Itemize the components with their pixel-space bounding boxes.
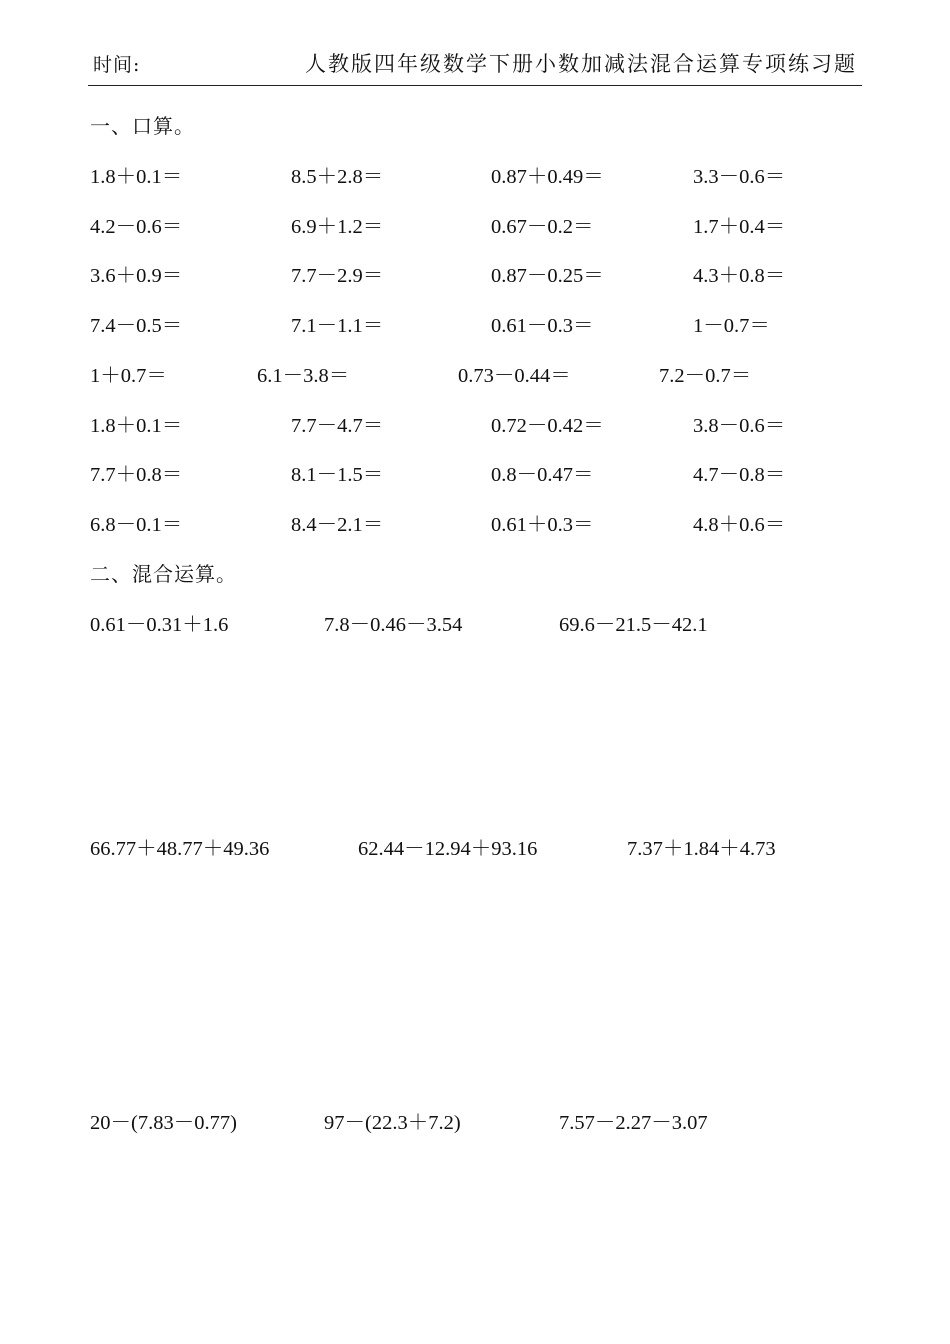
mixed-problem: 66.77＋48.77＋49.36 — [90, 838, 270, 860]
oral-problem: 1.8＋0.1＝ — [90, 166, 183, 188]
mixed-problem: 0.61－0.31＋1.6 — [90, 614, 229, 636]
oral-problem: 8.1－1.5＝ — [291, 464, 384, 486]
oral-problem: 6.8－0.1＝ — [90, 514, 183, 536]
oral-problem: 3.8－0.6＝ — [693, 415, 786, 437]
oral-problem: 4.2－0.6＝ — [90, 216, 183, 238]
mixed-problem: 97－(22.3＋7.2) — [324, 1112, 461, 1134]
oral-problem: 7.4－0.5＝ — [90, 315, 183, 337]
oral-problem: 4.7－0.8＝ — [693, 464, 786, 486]
oral-problem: 0.72－0.42＝ — [491, 415, 604, 437]
oral-problem: 7.1－1.1＝ — [291, 315, 384, 337]
oral-problem: 0.61＋0.3＝ — [491, 514, 594, 536]
oral-problem: 0.73－0.44＝ — [458, 365, 571, 387]
section2-heading: 二、混合运算。 — [90, 562, 237, 586]
oral-problem: 1－0.7＝ — [693, 315, 770, 337]
oral-problem: 7.7－4.7＝ — [291, 415, 384, 437]
oral-problem: 1＋0.7＝ — [90, 365, 167, 387]
oral-problem: 7.7－2.9＝ — [291, 265, 384, 287]
page-title: 人教版四年级数学下册小数加减法混合运算专项练习题 — [305, 52, 857, 76]
oral-problem: 7.2－0.7＝ — [659, 365, 752, 387]
mixed-problem: 69.6－21.5－42.1 — [559, 614, 708, 636]
oral-problem: 8.5＋2.8＝ — [291, 166, 384, 188]
oral-problem: 0.87－0.25＝ — [491, 265, 604, 287]
oral-problem: 0.61－0.3＝ — [491, 315, 594, 337]
mixed-problem: 20－(7.83－0.77) — [90, 1112, 237, 1134]
oral-problem: 3.3－0.6＝ — [693, 166, 786, 188]
oral-problem: 0.8－0.47＝ — [491, 464, 594, 486]
oral-problem: 6.9＋1.2＝ — [291, 216, 384, 238]
oral-problem: 4.3＋0.8＝ — [693, 265, 786, 287]
mixed-problem: 7.57－2.27－3.07 — [559, 1112, 708, 1134]
mixed-problem: 7.8－0.46－3.54 — [324, 614, 463, 636]
oral-problem: 0.87＋0.49＝ — [491, 166, 604, 188]
mixed-problem: 7.37＋1.84＋4.73 — [627, 838, 776, 860]
oral-problem: 4.8＋0.6＝ — [693, 514, 786, 536]
header-divider — [88, 85, 862, 86]
oral-problem: 1.8＋0.1＝ — [90, 415, 183, 437]
mixed-problem: 62.44－12.94＋93.16 — [358, 838, 538, 860]
oral-problem: 1.7＋0.4＝ — [693, 216, 786, 238]
section1-heading: 一、口算。 — [90, 114, 195, 138]
oral-problem: 3.6＋0.9＝ — [90, 265, 183, 287]
oral-problem: 6.1－3.8＝ — [257, 365, 350, 387]
oral-problem: 8.4－2.1＝ — [291, 514, 384, 536]
oral-problem: 0.67－0.2＝ — [491, 216, 594, 238]
time-label: 时间: — [93, 54, 141, 76]
oral-problem: 7.7＋0.8＝ — [90, 464, 183, 486]
